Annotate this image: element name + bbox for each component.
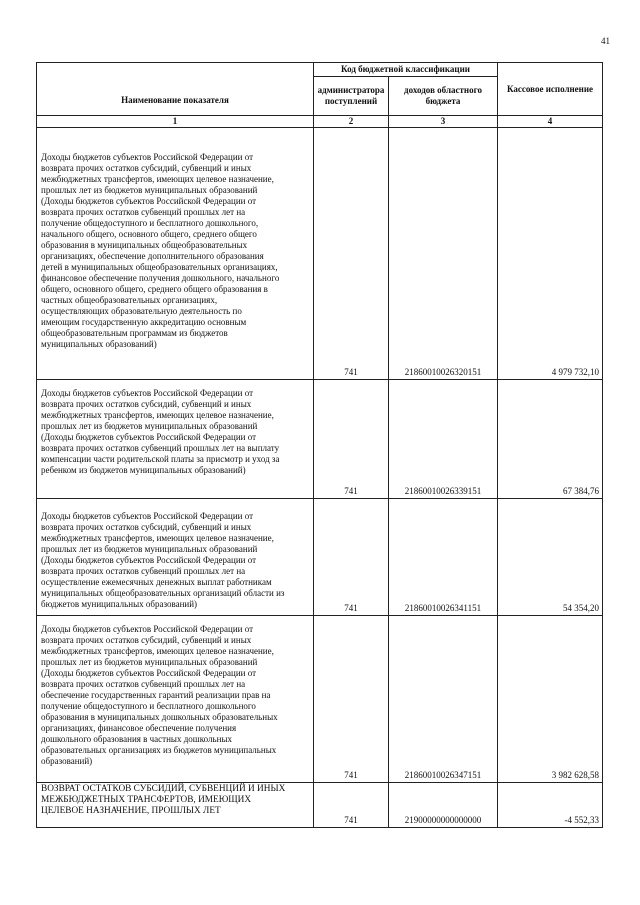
row-admin-code: 741 [314, 380, 389, 499]
table-row [37, 499, 603, 616]
row-amount: 4 979 732,10 [498, 128, 603, 380]
row-admin-code: 741 [314, 783, 389, 828]
header-exec-col: Кассовое исполнение [498, 63, 603, 116]
table-row [37, 783, 603, 828]
row-name: Доходы бюджетов субъектов Российской Федерации от возврата прочих остатков субсидий, субвенций и иных межбюджетных трансфертов, имеющих целевое назначение, прошлых лет из бюджетов муниципальных образований (Доходы бюджетов субъектов Российской Федерации от возврата прочих остатков субвенций прошлых лет на выплату компенсации части родительской платы за присмотр и уход за ребенком из бюджетов муниципальных образований) [37, 380, 314, 499]
header-name-col: Наименование показателя [37, 63, 314, 116]
row-income-code: 21860010026341151 [389, 499, 498, 616]
header-income-col: доходов областного бюджета [389, 77, 498, 116]
table-row [37, 380, 603, 499]
header-code-group: Код бюджетной классификации [314, 63, 498, 77]
row-name: Доходы бюджетов субъектов Российской Федерации от возврата прочих остатков субсидий, субвенций и иных межбюджетных трансфертов, имеющих целевое назначение, прошлых лет из бюджетов муниципальных образований (Доходы бюджетов субъектов Российской Федерации от возврата прочих остатков субвенций прошлых лет на осуществление ежемесячных денежных выплат работникам муниципальных общеобразовательных организаций области из бюджетов муниципальных образований) [37, 499, 314, 616]
col-number: 1 [37, 116, 314, 128]
budget-table [36, 62, 603, 828]
row-name: Доходы бюджетов субъектов Российской Федерации от возврата прочих остатков субсидий, субвенций и иных межбюджетных трансфертов, имеющих целевое назначение, прошлых лет из бюджетов муниципальных образований (Доходы бюджетов субъектов Российской Федерации от возврата прочих остатков субвенций прошлых лет на получение общедоступного и бесплатного дошкольного, начального общего, основного общего, среднего общего образования в муниципальных общеобразовательных организациях, обеспечение дополнительного образования детей в муниципальных общеобразовательных организациях, финансовое обеспечение получения дошкольного, начального общего, основного общего, среднего общего образования в частных общеобразовательных организациях, осуществляющих образовательную деятельность по имеющим государственную аккредитацию основным общеобразовательным программам из бюджетов муниципальных образований) [37, 128, 314, 380]
col-number: 2 [314, 116, 389, 128]
row-amount: -4 552,33 [498, 783, 603, 828]
row-income-code: 21860010026347151 [389, 616, 498, 783]
column-number-row [37, 116, 603, 128]
table-row [37, 616, 603, 783]
row-income-code: 21860010026339151 [389, 380, 498, 499]
row-amount: 3 982 628,58 [498, 616, 603, 783]
col-number: 3 [389, 116, 498, 128]
row-admin-code: 741 [314, 499, 389, 616]
row-admin-code: 741 [314, 616, 389, 783]
row-name: Доходы бюджетов субъектов Российской Федерации от возврата прочих остатков субсидий, субвенций и иных межбюджетных трансфертов, имеющих целевое назначение, прошлых лет из бюджетов муниципальных образований (Доходы бюджетов субъектов Российской Федерации от возврата прочих остатков субвенций прошлых лет на обеспечение государственных гарантий реализации прав на получение общедоступного и бесплатного дошкольного образования в муниципальных дошкольных образовательных организациях, финансовое обеспечение получения дошкольного образования в частных дошкольных образовательных организациях из бюджетов муниципальных образований) [37, 616, 314, 783]
row-amount: 54 354,20 [498, 499, 603, 616]
table-header-row [37, 63, 603, 77]
page-number: 41 [601, 36, 610, 46]
col-number: 4 [498, 116, 603, 128]
table-row [37, 128, 603, 380]
header-admin-col: администратора поступлений [314, 77, 389, 116]
row-admin-code: 741 [314, 128, 389, 380]
row-income-code: 21860010026320151 [389, 128, 498, 380]
row-amount: 67 384,76 [498, 380, 603, 499]
row-income-code: 21900000000000000 [389, 783, 498, 828]
row-name: ВОЗВРАТ ОСТАТКОВ СУБСИДИЙ, СУБВЕНЦИЙ И ИНЫХ МЕЖБЮДЖЕТНЫХ ТРАНСФЕРТОВ, ИМЕЮЩИХ ЦЕЛЕВОЕ НАЗНАЧЕНИЕ, ПРОШЛЫХ ЛЕТ [37, 783, 314, 828]
